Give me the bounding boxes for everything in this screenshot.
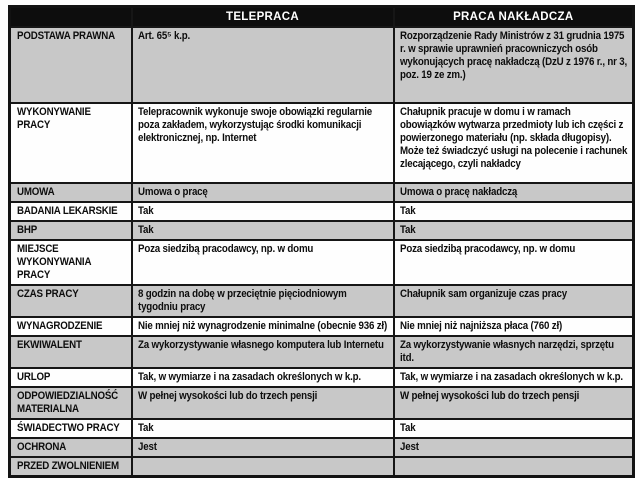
column-header-telepraca: TELEPRACA — [132, 7, 394, 28]
telepraca-value-cell: Nie mniej niż wynagrodzenie minimalne (obecnie 936 zł) — [132, 317, 394, 336]
nakladcza-value-cell: Umowa o pracę nakładczą — [394, 183, 634, 202]
telepraca-value-cell: Tak — [132, 221, 394, 240]
telepraca-value-cell: 8 godzin na dobę w przeciętnie pięciodniowym tygodniu pracy — [132, 285, 394, 317]
table-row — [10, 27, 634, 103]
table-row — [10, 202, 634, 221]
table-row — [10, 103, 634, 183]
nakladcza-value-cell: Chałupnik pracuje w domu i w ramach obowiązków wytwarza przedmioty lub ich części z powierzonego materiału (np. składa długopisy). Może też świadczyć usługi na polecenie i rachunek zlecającego, czyli nakładcy — [394, 103, 634, 183]
nakladcza-value-cell: Nie mniej niż najniższa płaca (760 zł) — [394, 317, 634, 336]
row-label-cell: CZAS PRACY — [10, 285, 132, 317]
table-row — [10, 221, 634, 240]
comparison-table — [8, 5, 635, 478]
telepraca-value-cell: Tak — [132, 202, 394, 221]
row-label-cell: MIEJSCE WYKONYWANIA PRACY — [10, 240, 132, 285]
row-label-cell: WYNAGRODZENIE — [10, 317, 132, 336]
telepraca-value-cell: W pełnej wysokości lub do trzech pensji — [132, 387, 394, 419]
table-row — [10, 285, 634, 317]
table-row — [10, 336, 634, 368]
row-label-cell: WYKONYWANIE PRACY — [10, 103, 132, 183]
nakladcza-value-cell: Tak — [394, 221, 634, 240]
nakladcza-value-cell: Za wykorzystywanie własnych narzędzi, sprzętu itd. — [394, 336, 634, 368]
nakladcza-value-cell: Tak — [394, 419, 634, 438]
telepraca-value-cell: Umowa o pracę — [132, 183, 394, 202]
row-label-cell: ODPOWIEDZIALNOŚĆ MATERIALNA — [10, 387, 132, 419]
telepraca-value-cell: Poza siedzibą pracodawcy, np. w domu — [132, 240, 394, 285]
nakladcza-value-cell: Poza siedzibą pracodawcy, np. w domu — [394, 240, 634, 285]
nakladcza-value-cell — [394, 457, 634, 477]
table-row — [10, 419, 634, 438]
telepraca-value-cell: Tak — [132, 419, 394, 438]
table-row — [10, 387, 634, 419]
column-header-praca-nakladcza: PRACA NAKŁADCZA — [394, 7, 634, 28]
table-row — [10, 317, 634, 336]
row-label-cell: BHP — [10, 221, 132, 240]
row-label-cell: BADANIA LEKARSKIE — [10, 202, 132, 221]
row-label-cell: URLOP — [10, 368, 132, 387]
nakladcza-value-cell: Jest — [394, 438, 634, 457]
table-row — [10, 438, 634, 457]
table-row — [10, 457, 634, 477]
nakladcza-value-cell: Chałupnik sam organizuje czas pracy — [394, 285, 634, 317]
telepraca-value-cell: Telepracownik wykonuje swoje obowiązki regularnie poza zakładem, wykorzystując środki komunikacji elektronicznej, np. Internet — [132, 103, 394, 183]
corner-header-cell — [10, 7, 132, 28]
nakladcza-value-cell: W pełnej wysokości lub do trzech pensji — [394, 387, 634, 419]
telepraca-value-cell — [132, 457, 394, 477]
row-label-cell: PODSTAWA PRAWNA — [10, 27, 132, 103]
table-row — [10, 368, 634, 387]
table-row — [10, 183, 634, 202]
row-label-cell: ŚWIADECTWO PRACY — [10, 419, 132, 438]
row-label-cell: OCHRONA — [10, 438, 132, 457]
telepraca-value-cell: Za wykorzystywanie własnego komputera lub Internetu — [132, 336, 394, 368]
nakladcza-value-cell: Tak — [394, 202, 634, 221]
telepraca-value-cell: Jest — [132, 438, 394, 457]
telepraca-value-cell: Tak, w wymiarze i na zasadach określonych w k.p. — [132, 368, 394, 387]
table-header-row — [10, 7, 634, 28]
row-label-cell: UMOWA — [10, 183, 132, 202]
nakladcza-value-cell: Tak, w wymiarze i na zasadach określonych w k.p. — [394, 368, 634, 387]
table-row — [10, 240, 634, 285]
row-label-cell: EKWIWALENT — [10, 336, 132, 368]
telepraca-value-cell: Art. 65⁵ k.p. — [132, 27, 394, 103]
nakladcza-value-cell: Rozporządzenie Rady Ministrów z 31 grudnia 1975 r. w sprawie uprawnień pracowniczych osób wykonujących pracę nakładczą (DzU z 1976 r., nr 3, poz. 19 ze zm.) — [394, 27, 634, 103]
row-label-cell: PRZED ZWOLNIENIEM — [10, 457, 132, 477]
